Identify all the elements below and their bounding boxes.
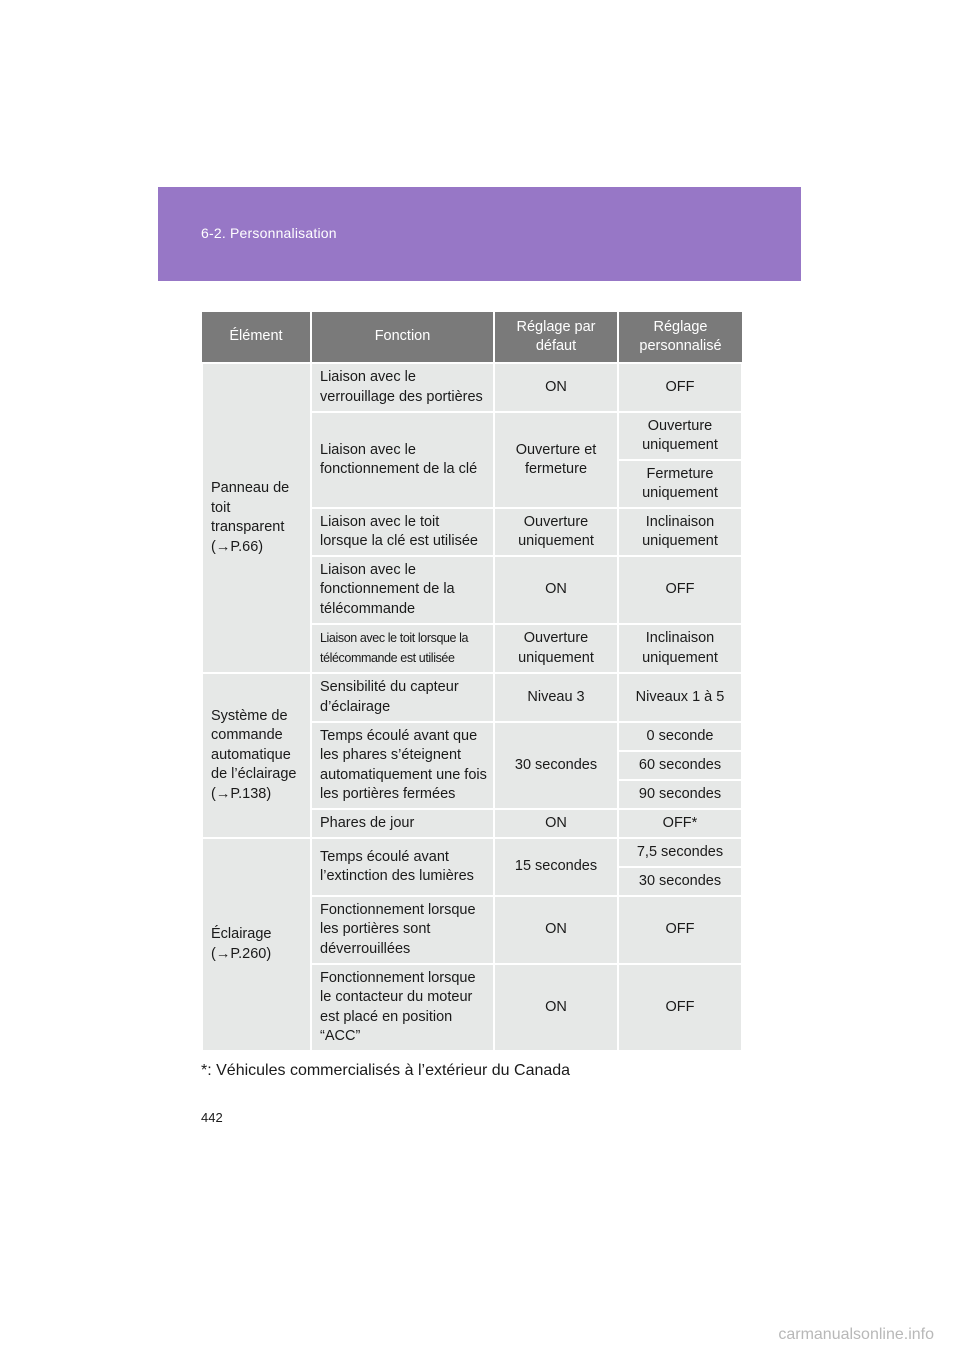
custom-cell: 7,5 secondes <box>618 838 742 867</box>
column-header-default: Réglage par défaut <box>494 312 618 363</box>
custom-cell: 60 secondes <box>618 751 742 780</box>
custom-cell: Inclinaison uniquement <box>618 508 742 556</box>
table-header-row <box>202 312 742 363</box>
watermark: carmanualsonline.info <box>778 1326 934 1343</box>
function-cell: Fonctionnement lorsque les portières sont déverrouillées <box>311 896 494 964</box>
default-cell: ON <box>494 556 618 624</box>
table-row <box>202 838 742 867</box>
column-header-function: Fonction <box>311 312 494 363</box>
function-cell: Sensibilité du capteur d’éclairage <box>311 673 494 722</box>
customization-table <box>201 312 743 1052</box>
footnote: *: Véhicules commercialisés à l’extérieur du Canada <box>201 1062 571 1079</box>
function-cell: Fonctionnement lorsque le contacteur du moteur est placé en position “ACC” <box>311 964 494 1051</box>
page-number: 442 <box>201 1110 223 1125</box>
section-title: 6-2. Personnalisation <box>201 225 337 241</box>
element-cell: Panneau de toit transparent (→P.66) <box>202 363 311 673</box>
column-header-custom: Réglage personnalisé <box>618 312 742 363</box>
custom-cell: Ouverture uniquement <box>618 412 742 460</box>
custom-cell: Inclinaison uniquement <box>618 624 742 673</box>
default-cell: Ouverture uniquement <box>494 624 618 673</box>
custom-cell: OFF <box>618 556 742 624</box>
function-cell: Liaison avec le toit lorsque la clé est utilisée <box>311 508 494 556</box>
function-cell: Liaison avec le verrouillage des portières <box>311 363 494 412</box>
element-cell: Éclairage (→P.260) <box>202 838 311 1051</box>
element-cell: Système de commande automatique de l’éclairage (→P.138) <box>202 673 311 838</box>
default-cell: 30 secondes <box>494 722 618 809</box>
default-cell: ON <box>494 964 618 1051</box>
custom-cell: OFF <box>618 363 742 412</box>
custom-cell: OFF <box>618 896 742 964</box>
custom-cell: 0 seconde <box>618 722 742 751</box>
function-cell: Liaison avec le fonctionnement de la télécommande <box>311 556 494 624</box>
function-cell: Temps écoulé avant l’extinction des lumières <box>311 838 494 896</box>
default-cell: ON <box>494 363 618 412</box>
table-row <box>202 673 742 722</box>
default-cell: Niveau 3 <box>494 673 618 722</box>
table-row <box>202 363 742 412</box>
function-cell: Liaison avec le fonctionnement de la clé <box>311 412 494 508</box>
custom-cell: Fermeture uniquement <box>618 460 742 508</box>
custom-cell: OFF* <box>618 809 742 838</box>
section-header-band <box>158 187 801 281</box>
custom-cell: OFF <box>618 964 742 1051</box>
column-header-element: Élément <box>202 312 311 363</box>
function-cell: Liaison avec le toit lorsque la télécommande est utilisée <box>311 624 494 673</box>
function-cell: Phares de jour <box>311 809 494 838</box>
default-cell: Ouverture uniquement <box>494 508 618 556</box>
function-cell: Temps écoulé avant que les phares s’éteignent automatiquement une fois les portières fermées <box>311 722 494 809</box>
default-cell: Ouverture et fermeture <box>494 412 618 508</box>
custom-cell: Niveaux 1 à 5 <box>618 673 742 722</box>
default-cell: ON <box>494 809 618 838</box>
default-cell: 15 secondes <box>494 838 618 896</box>
custom-cell: 30 secondes <box>618 867 742 896</box>
custom-cell: 90 secondes <box>618 780 742 809</box>
default-cell: ON <box>494 896 618 964</box>
